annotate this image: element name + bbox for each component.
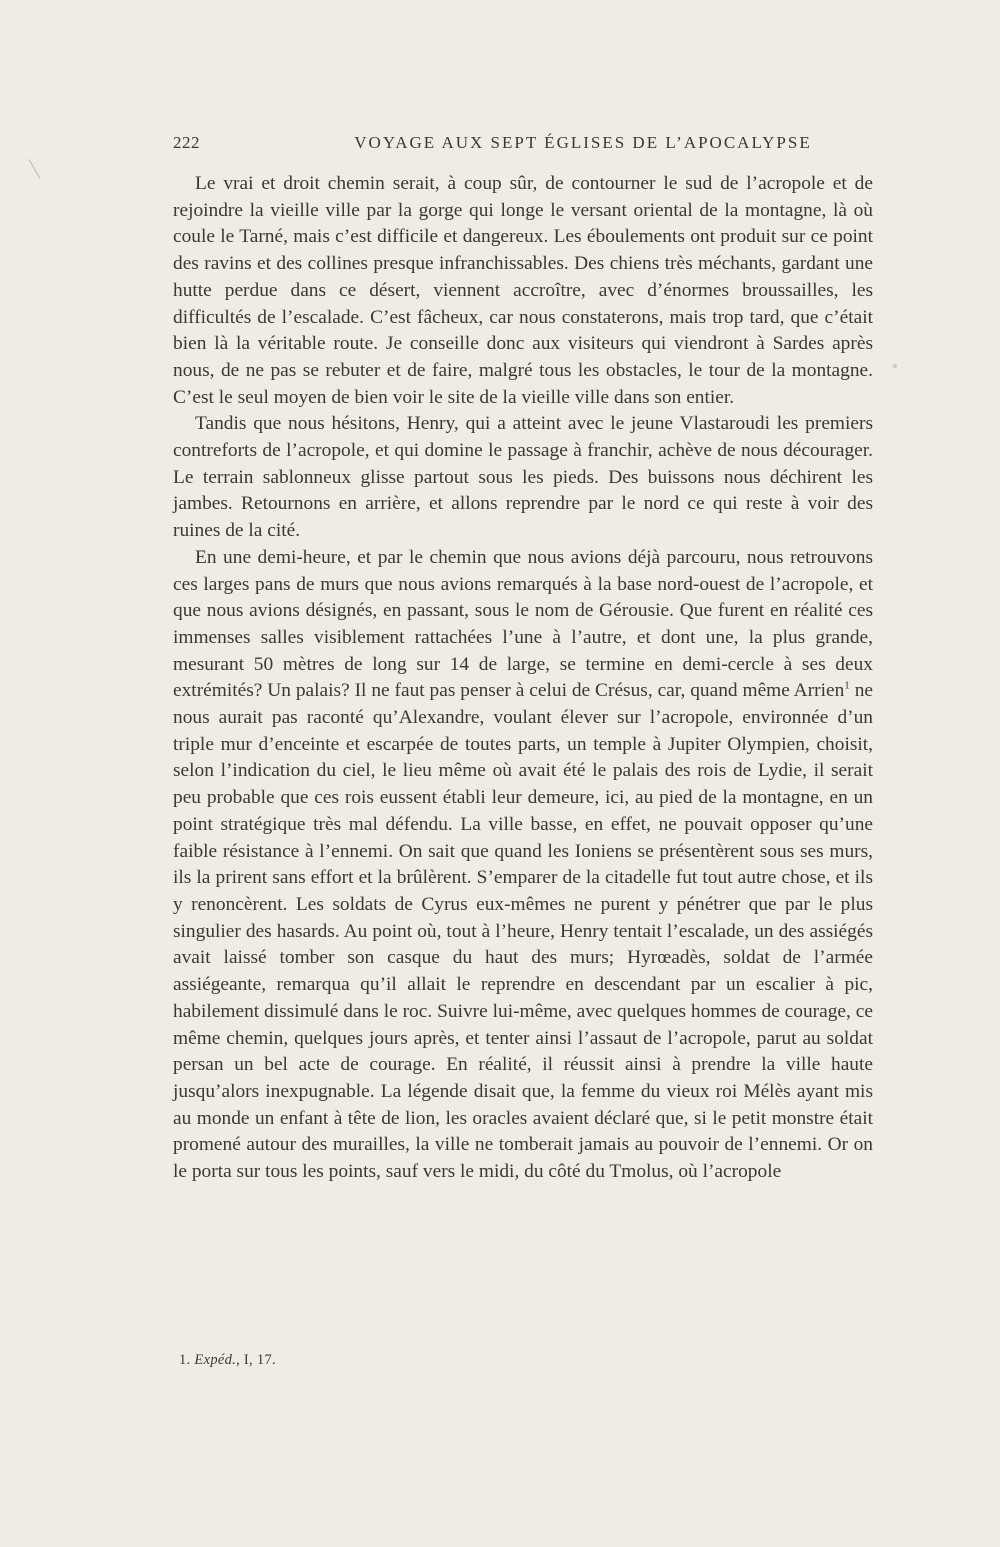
paper-speck [893, 364, 897, 368]
footnote-number: 1. [179, 1352, 191, 1368]
margin-mark [29, 159, 41, 179]
footnote-reference-text: , I, 17. [236, 1352, 276, 1368]
paragraph-text: En une demi-heure, et par le chemin que nous avions déjà parcouru, nous retrouvons ces larges pans de murs que nous avions remarqués à la base nord-ouest de l’acropole, et que nous avions désignés, en passant, sous le nom de Gérousie. Que furent en réalité ces immenses salles visiblement rattachées l’une à l’autre, et dont une, la plus grande, mesurant 50 mètres de long sur 14 de large, se termine en demi-cercle à ses deux extrémités? Un palais? Il ne faut pas penser à celui de Crésus, car, quand même Arrien [173, 546, 873, 702]
paragraph: Tandis que nous hésitons, Henry, qui a atteint avec le jeune Vlastaroudi les premiers contreforts de l’acropole, et qui domine le passage à franchir, achève de nous décourager. Le terrain sablonneux glisse partout sous les pieds. Des buissons nous déchirent les jambes. Retournons en arrière, et allons reprendre par le nord ce qui reste à voir des ruines de la cité. [173, 413, 873, 542]
page-header [173, 133, 873, 159]
body-text [173, 171, 873, 1186]
footnote-source: Expéd. [194, 1352, 237, 1368]
footnote-reference[interactable]: 1 [844, 679, 850, 692]
paragraph: Le vrai et droit chemin serait, à coup sûr, de contourner le sud de l’acropole et de rejoindre la vieille ville par la gorge qui longe le versant oriental de la montagne, là où coule le Tarné, mais c’est difficile et dangereux. Les éboulements ont produit sur ce point des ravins et des collines presque infranchissables. Des chiens très méchants, gardant une hutte perdue dans ce désert, viennent accroître, avec d’énormes broussailles, les difficultés de l’escalade. C’est fâcheux, car nous constaterons, mais trop tard, que c’était bien là la véritable route. Je conseille donc aux visiteurs qui viendront à Sardes après nous, de ne pas se rebuter et de faire, malgré tous les obstacles, le tour de la montagne. C’est le seul moyen de bien voir le site de la vieille ville dans son entier. [173, 173, 873, 408]
footnote [179, 1352, 276, 1369]
running-head: VOYAGE AUX SEPT ÉGLISES DE L’APOCALYPSE [354, 133, 812, 152]
paragraph-text: ne nous aurait pas raconté qu’Alexandre, voulant élever sur l’acropole, environnée d’un triple mur d’enceinte et escarpée de toutes parts, un temple à Jupiter Olympien, choisit, selon l’indication du ciel, le lieu même où avait été le palais des rois de Lydie, il serait peu probable que ces rois eussent établi leur demeure, ici, au pied de la montagne, en un point stratégique très mal défendu. La ville basse, en effet, ne pouvait opposer qu’une faible résistance à l’ennemi. On sait que quand les Ioniens se présentèrent sous ses murs, ils la prirent sans effort et la brûlèrent. S’emparer de la citadelle fut tout autre chose, et ils y renoncèrent. Les soldats de Cyrus eux-mêmes ne purent y pénétrer que par le plus singulier des hasards. Au point où, tout à l’heure, Henry tentait l’escalade, un des assiégés avait laissé tomber son casque du haut des murs; Hyrœadès, soldat de l’armée assiégeante, remarqua qu’il allait le reprendre en descendant par un escalier à pic, habilement dissimulé dans le roc. Suivre lui-même, avec quelques hommes de courage, ce même chemin, quelques jours après, et tenter ainsi l’assaut de l’acropole, parut au soldat persan un bel acte de courage. En réalité, il réussit ainsi à prendre la ville haute jusqu’alors inexpugnable. La légende disait que, la femme du vieux roi Mélès ayant mis au monde un enfant à tête de lion, les oracles avaient déclaré que, si le petit monstre était promené autour des murailles, la ville ne tomberait jamais au pouvoir de l’ennemi. Or on le porta sur tous les points, sauf vers le midi, du côté du Tmolus, où l’acropole [173, 680, 873, 1183]
paragraph [173, 545, 873, 1186]
page-number: 222 [173, 133, 200, 152]
